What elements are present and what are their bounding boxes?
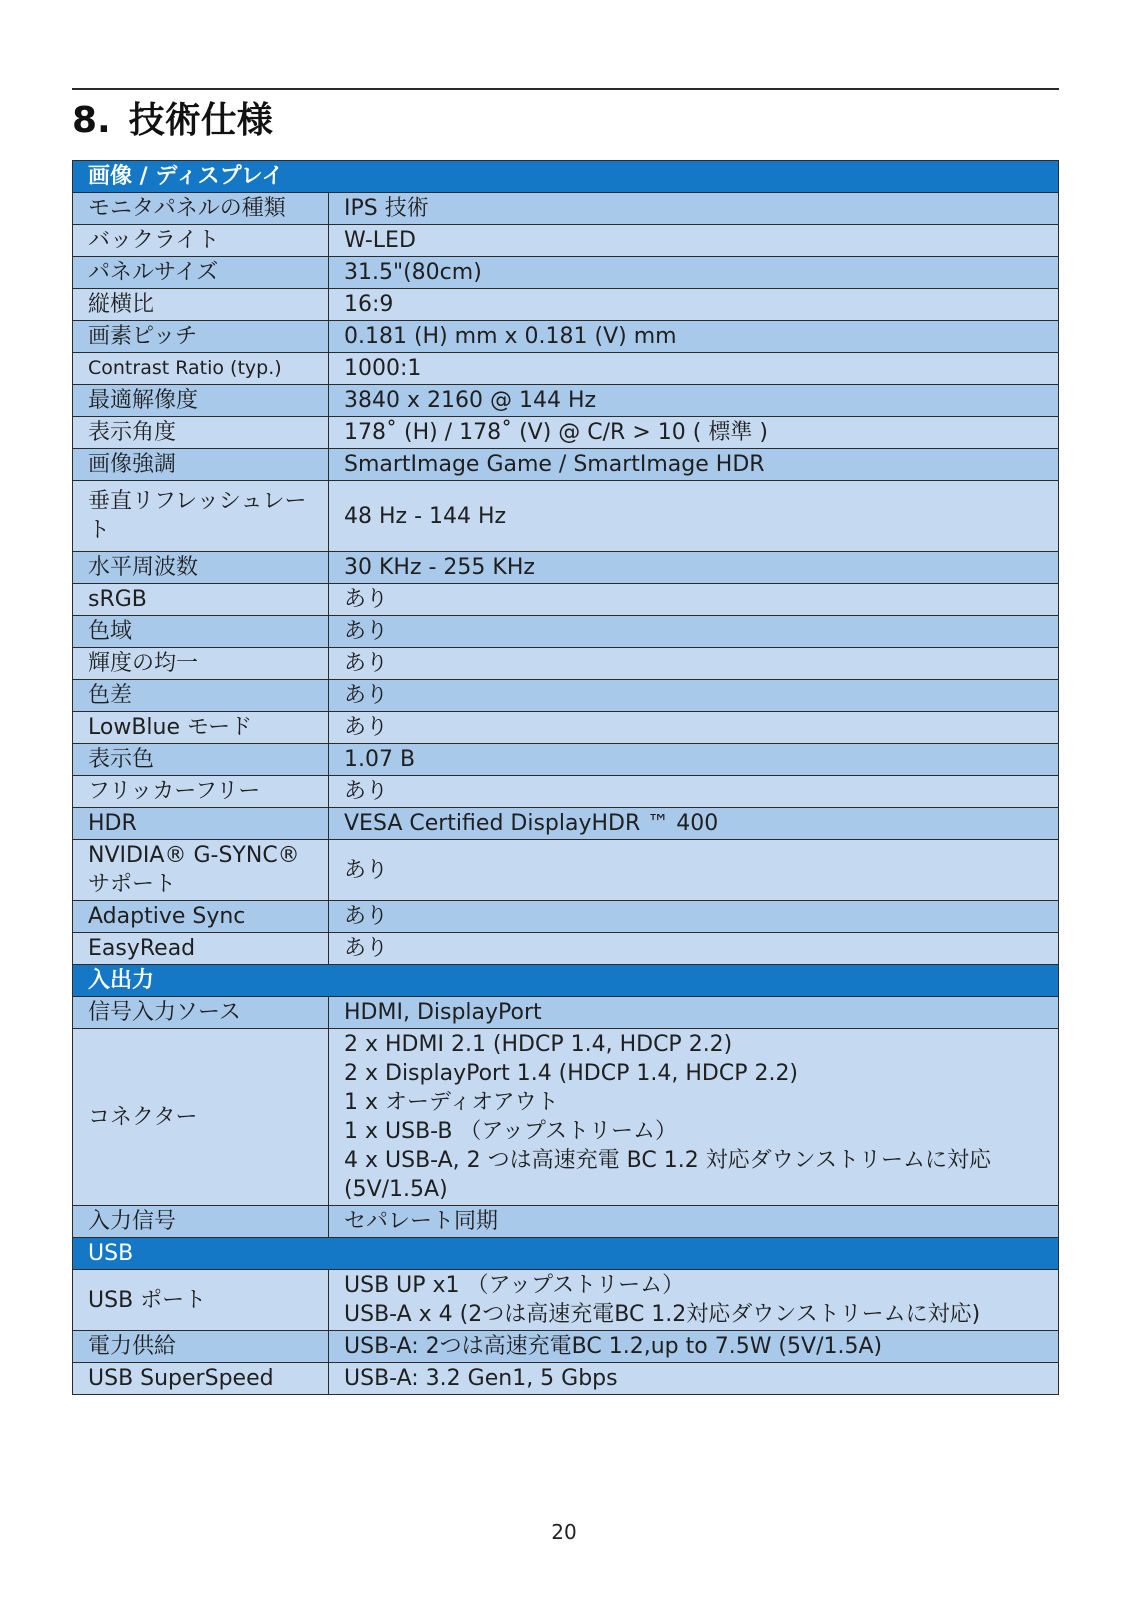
table-row — [73, 712, 1059, 744]
section-title: 入出力 — [73, 965, 1059, 997]
spec-label: 垂直リフレッシュレート — [73, 481, 329, 552]
spec-label: 表示色 — [73, 744, 329, 776]
spec-label: LowBlue モード — [73, 712, 329, 744]
spec-label: USB ポート — [73, 1270, 329, 1331]
spec-label-line: NVIDIA® G-SYNC® — [88, 843, 300, 868]
spec-value: あり — [329, 901, 1059, 933]
table-row — [73, 385, 1059, 417]
page-number: 20 — [551, 1520, 577, 1544]
connector-line: 2 x DisplayPort 1.4 (HDCP 1.4, HDCP 2.2) — [344, 1061, 799, 1086]
page-title: 8. 技術仕様 — [72, 100, 273, 141]
spec-value: 31.5"(80cm) — [329, 257, 1059, 289]
spec-value: IPS 技術 — [329, 193, 1059, 225]
table-row — [73, 744, 1059, 776]
table-row — [73, 225, 1059, 257]
spec-value: あり — [329, 648, 1059, 680]
spec-value: W-LED — [329, 225, 1059, 257]
table-row — [73, 1029, 1059, 1206]
spec-value: 1.07 B — [329, 744, 1059, 776]
section-title: USB — [73, 1238, 1059, 1270]
spec-value: HDMI, DisplayPort — [329, 997, 1059, 1029]
spec-value: 0.181 (H) mm x 0.181 (V) mm — [329, 321, 1059, 353]
spec-value: あり — [329, 680, 1059, 712]
spec-value: あり — [329, 616, 1059, 648]
spec-label — [73, 840, 329, 901]
connector-line: 1 x オーディオアウト — [344, 1090, 559, 1115]
spec-label: 信号入力ソース — [73, 997, 329, 1029]
connector-line: 4 x USB-A, 2 つは高速充電 BC 1.2 対応ダウンストリームに対応 — [344, 1148, 992, 1173]
table-row — [73, 1363, 1059, 1395]
table-row — [73, 449, 1059, 481]
table-row — [73, 1270, 1059, 1331]
spec-label: フリッカーフリー — [73, 776, 329, 808]
connector-line: 1 x USB-B （アップストリーム） — [344, 1119, 677, 1144]
table-row — [73, 257, 1059, 289]
table-row — [73, 353, 1059, 385]
spec-label: 画素ピッチ — [73, 321, 329, 353]
spec-label: 表示角度 — [73, 417, 329, 449]
table-row — [73, 997, 1059, 1029]
section-header-usb — [73, 1238, 1059, 1270]
spec-label: パネルサイズ — [73, 257, 329, 289]
spec-label: 画像強調 — [73, 449, 329, 481]
spec-label: 色域 — [73, 616, 329, 648]
spec-value: 16:9 — [329, 289, 1059, 321]
spec-label: コネクター — [73, 1029, 329, 1206]
spec-value: あり — [329, 933, 1059, 965]
usb-port-line: USB UP x1 （アップストリーム） — [344, 1273, 685, 1298]
table-row — [73, 1331, 1059, 1363]
spec-label: 電力供給 — [73, 1331, 329, 1363]
spec-table — [72, 160, 1059, 1395]
spec-label-line: サポート — [88, 872, 177, 897]
spec-label: Adaptive Sync — [73, 901, 329, 933]
spec-label: EasyRead — [73, 933, 329, 965]
spec-value — [329, 1029, 1059, 1206]
spec-value: USB-A: 2つは高速充電BC 1.2,up to 7.5W (5V/1.5A) — [329, 1331, 1059, 1363]
spec-value: SmartImage Game / SmartImage HDR — [329, 449, 1059, 481]
spec-value: 30 KHz - 255 KHz — [329, 552, 1059, 584]
spec-value: USB-A: 3.2 Gen1, 5 Gbps — [329, 1363, 1059, 1395]
spec-label: モニタパネルの種類 — [73, 193, 329, 225]
spec-label: バックライト — [73, 225, 329, 257]
spec-label: sRGB — [73, 584, 329, 616]
table-row — [73, 417, 1059, 449]
spec-label: 最適解像度 — [73, 385, 329, 417]
table-row — [73, 648, 1059, 680]
table-row — [73, 840, 1059, 901]
spec-value: 178˚ (H) / 178˚ (V) @ C/R > 10 ( 標準 ) — [329, 417, 1059, 449]
table-row — [73, 933, 1059, 965]
table-row — [73, 289, 1059, 321]
spec-value: あり — [329, 776, 1059, 808]
table-row — [73, 776, 1059, 808]
spec-value: 3840 x 2160 @ 144 Hz — [329, 385, 1059, 417]
table-row — [73, 808, 1059, 840]
table-row — [73, 901, 1059, 933]
table-row — [73, 584, 1059, 616]
usb-port-line: USB-A x 4 (2つは高速充電BC 1.2対応ダウンストリームに対応) — [344, 1302, 981, 1327]
section-header-io — [73, 965, 1059, 997]
table-row — [73, 481, 1059, 552]
connector-line: (5V/1.5A) — [344, 1177, 448, 1202]
spec-value — [329, 1270, 1059, 1331]
section-header-display — [73, 161, 1059, 193]
top-rule — [72, 88, 1059, 90]
spec-label: 入力信号 — [73, 1206, 329, 1238]
spec-value: あり — [329, 712, 1059, 744]
section-title: 画像 / ディスプレイ — [73, 161, 1059, 193]
spec-label: 縦横比 — [73, 289, 329, 321]
spec-label: Contrast Ratio (typ.) — [73, 353, 329, 385]
table-row — [73, 193, 1059, 225]
spec-label: USB SuperSpeed — [73, 1363, 329, 1395]
spec-value: VESA Certified DisplayHDR ™ 400 — [329, 808, 1059, 840]
spec-value: 48 Hz - 144 Hz — [329, 481, 1059, 552]
spec-label: 水平周波数 — [73, 552, 329, 584]
table-row — [73, 680, 1059, 712]
spec-value: あり — [329, 584, 1059, 616]
table-row — [73, 1206, 1059, 1238]
table-row — [73, 321, 1059, 353]
spec-value: 1000:1 — [329, 353, 1059, 385]
table-row — [73, 616, 1059, 648]
spec-value: あり — [329, 840, 1059, 901]
spec-label: 輝度の均一 — [73, 648, 329, 680]
spec-value: セパレート同期 — [329, 1206, 1059, 1238]
connector-line: 2 x HDMI 2.1 (HDCP 1.4, HDCP 2.2) — [344, 1032, 733, 1057]
table-row — [73, 552, 1059, 584]
spec-label: 色差 — [73, 680, 329, 712]
spec-label: HDR — [73, 808, 329, 840]
